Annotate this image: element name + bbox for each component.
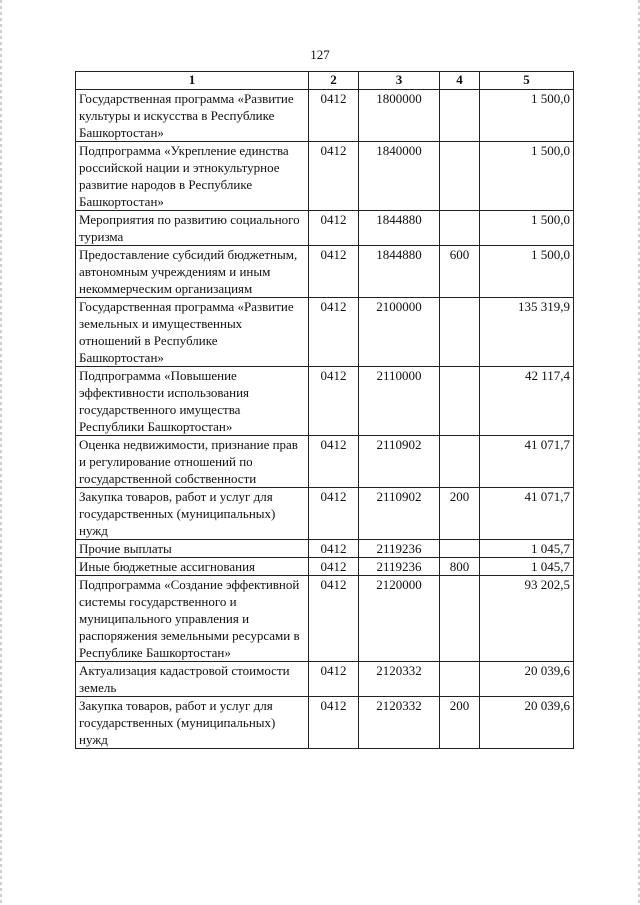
table-row — [76, 558, 574, 576]
section-code: 0412 — [309, 436, 359, 488]
amount: 135 319,9 — [480, 298, 574, 367]
target-code: 2120332 — [359, 697, 440, 749]
item-name: Закупка товаров, работ и услуг для государственных (муниципальных) нужд — [76, 697, 309, 749]
target-code: 1800000 — [359, 90, 440, 142]
header-col-3: 3 — [359, 72, 440, 90]
table-row — [76, 662, 574, 697]
expense-type — [440, 90, 480, 142]
target-code: 2120000 — [359, 576, 440, 662]
expense-type — [440, 576, 480, 662]
amount: 41 071,7 — [480, 488, 574, 540]
section-code: 0412 — [309, 211, 359, 246]
expense-type — [440, 211, 480, 246]
item-name: Подпрограмма «Укрепление единства российской нации и этнокультурное развитие народов в Республике Башкортостан» — [76, 142, 309, 211]
item-name: Предоставление субсидий бюджетным, автономным учреждениям и иным некоммерческим организациям — [76, 246, 309, 298]
section-code: 0412 — [309, 488, 359, 540]
target-code: 2120332 — [359, 662, 440, 697]
amount: 41 071,7 — [480, 436, 574, 488]
budget-table — [75, 71, 574, 749]
target-code: 1844880 — [359, 211, 440, 246]
table-body — [76, 90, 574, 749]
item-name: Государственная программа «Развитие культуры и искусства в Республике Башкортостан» — [76, 90, 309, 142]
table-row — [76, 697, 574, 749]
item-name: Оценка недвижимости, признание прав и регулирование отношений по государственной собственности — [76, 436, 309, 488]
expense-type — [440, 436, 480, 488]
section-code: 0412 — [309, 246, 359, 298]
expense-type: 200 — [440, 697, 480, 749]
expense-type — [440, 298, 480, 367]
target-code: 2119236 — [359, 540, 440, 558]
section-code: 0412 — [309, 367, 359, 436]
header-row — [76, 72, 574, 90]
item-name: Государственная программа «Развитие земельных и имущественных отношений в Республике Башкортостан» — [76, 298, 309, 367]
table-row — [76, 90, 574, 142]
section-code: 0412 — [309, 662, 359, 697]
item-name: Мероприятия по развитию социального туризма — [76, 211, 309, 246]
amount: 1 500,0 — [480, 142, 574, 211]
item-name: Прочие выплаты — [76, 540, 309, 558]
header-col-2: 2 — [309, 72, 359, 90]
amount: 1 500,0 — [480, 211, 574, 246]
page-number: 127 — [310, 47, 330, 62]
item-name: Актуализация кадастровой стоимости земель — [76, 662, 309, 697]
table-row — [76, 211, 574, 246]
header-col-1: 1 — [76, 72, 309, 90]
expense-type: 200 — [440, 488, 480, 540]
table-row — [76, 367, 574, 436]
expense-type — [440, 142, 480, 211]
expense-type: 600 — [440, 246, 480, 298]
table-row — [76, 436, 574, 488]
section-code: 0412 — [309, 142, 359, 211]
table-row — [76, 298, 574, 367]
table-row — [76, 142, 574, 211]
table-row — [76, 576, 574, 662]
target-code: 2110902 — [359, 436, 440, 488]
header-col-4: 4 — [440, 72, 480, 90]
amount: 1 045,7 — [480, 540, 574, 558]
section-code: 0412 — [309, 298, 359, 367]
expense-type — [440, 540, 480, 558]
section-code: 0412 — [309, 697, 359, 749]
item-name: Иные бюджетные ассигнования — [76, 558, 309, 576]
item-name: Подпрограмма «Создание эффективной системы государственного и муниципального управления и распоряжения земельными ресурсами в Республике Башкортостан» — [76, 576, 309, 662]
item-name: Подпрограмма «Повышение эффективности использования государственного имущества Республики Башкортостан» — [76, 367, 309, 436]
amount: 1 045,7 — [480, 558, 574, 576]
item-name: Закупка товаров, работ и услуг для государственных (муниципальных) нужд — [76, 488, 309, 540]
expense-type — [440, 367, 480, 436]
header-col-5: 5 — [480, 72, 574, 90]
table-row — [76, 246, 574, 298]
target-code: 2100000 — [359, 298, 440, 367]
expense-type: 800 — [440, 558, 480, 576]
target-code: 2119236 — [359, 558, 440, 576]
target-code: 1844880 — [359, 246, 440, 298]
amount: 93 202,5 — [480, 576, 574, 662]
target-code: 2110000 — [359, 367, 440, 436]
section-code: 0412 — [309, 540, 359, 558]
amount: 1 500,0 — [480, 90, 574, 142]
page-edge-left — [0, 0, 2, 905]
section-code: 0412 — [309, 576, 359, 662]
target-code: 2110902 — [359, 488, 440, 540]
table-row — [76, 540, 574, 558]
expense-type — [440, 662, 480, 697]
amount: 20 039,6 — [480, 662, 574, 697]
amount: 42 117,4 — [480, 367, 574, 436]
table-row — [76, 488, 574, 540]
target-code: 1840000 — [359, 142, 440, 211]
amount: 1 500,0 — [480, 246, 574, 298]
amount: 20 039,6 — [480, 697, 574, 749]
section-code: 0412 — [309, 558, 359, 576]
section-code: 0412 — [309, 90, 359, 142]
